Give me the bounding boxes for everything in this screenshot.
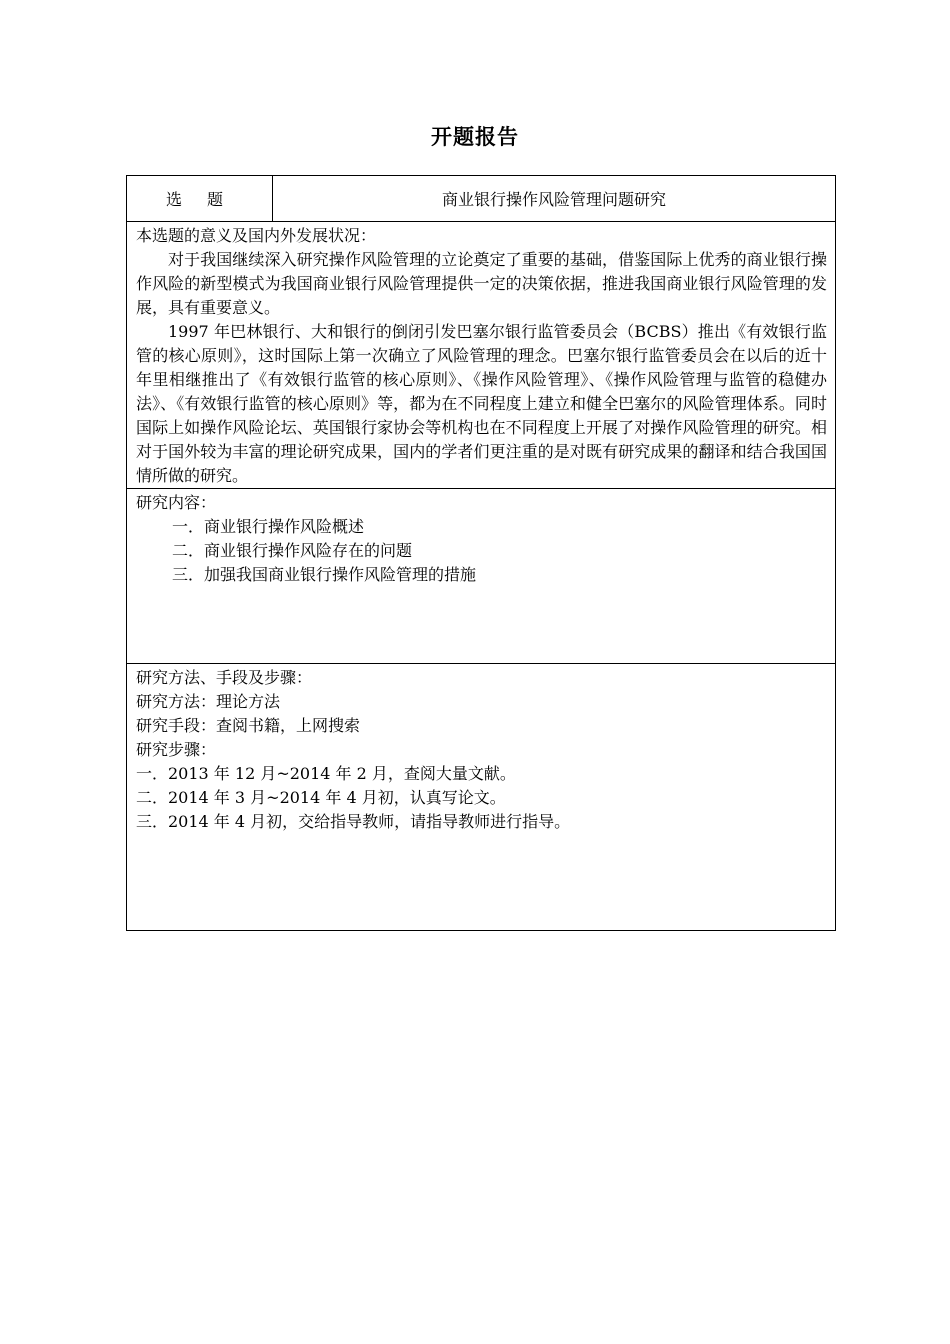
step-item-1: 一．2013 年 12 月~2014 年 2 月，查阅大量文献。 <box>136 764 516 783</box>
methods-method: 研究方法：理论方法 <box>136 692 281 711</box>
methods-means: 研究手段：查阅书籍，上网搜索 <box>136 716 361 735</box>
methods-section <box>127 664 836 931</box>
topic-row <box>127 176 836 222</box>
step-item-3: 三．2014 年 4 月初，交给指导教师，请指导教师进行指导。 <box>136 812 571 831</box>
significance-paragraph-1: 对于我国继续深入研究操作风险管理的立论奠定了重要的基础，借鉴国际上优秀的商业银行操作风险的新型模式为我国商业银行风险管理提供一定的决策依据，推进我国商业银行风险管理的发展，具有重要意义。 <box>136 250 827 317</box>
content-heading: 研究内容： <box>136 493 217 512</box>
step-item-2: 二．2014 年 3 月~2014 年 4 月初，认真写论文。 <box>136 788 506 807</box>
significance-paragraph-2: 1997 年巴林银行、大和银行的倒闭引发巴塞尔银行监管委员会（BCBS）推出《有效银行监管的核心原则》，这时国际上第一次确立了风险管理的理念。巴塞尔银行监管委员会在以后的近十年里相继推出了《有效银行监管的核心原则》、《操作风险管理》、《操作风险管理与监管的稳健办法》、《有效银行监管的核心原则》等，都为在不同程度上建立和健全巴塞尔的风险管理体系。同时国际上如操作风险论坛、英国银行家协会等机构也在不同程度上开展了对操作风险管理的研究。相对于国外较为丰富的理论研究成果，国内的学者们更注重的是对既有研究成果的翻译和结合我国国情所做的研究。 <box>136 322 827 485</box>
significance-heading: 本选题的意义及国内外发展状况： <box>136 226 377 245</box>
report-table <box>126 175 836 931</box>
content-section <box>127 489 836 664</box>
page-title: 开题报告 <box>431 125 519 149</box>
topic-value: 商业银行操作风险管理问题研究 <box>273 176 836 222</box>
topic-label: 选 题 <box>127 176 273 222</box>
methods-heading: 研究方法、手段及步骤： <box>136 668 313 687</box>
content-item-2: 二．商业银行操作风险存在的问题 <box>172 541 413 560</box>
content-item-3: 三．加强我国商业银行操作风险管理的措施 <box>172 565 477 584</box>
significance-section <box>127 222 836 489</box>
content-item-1: 一．商业银行操作风险概述 <box>172 517 365 536</box>
steps-heading: 研究步骤： <box>136 740 217 759</box>
